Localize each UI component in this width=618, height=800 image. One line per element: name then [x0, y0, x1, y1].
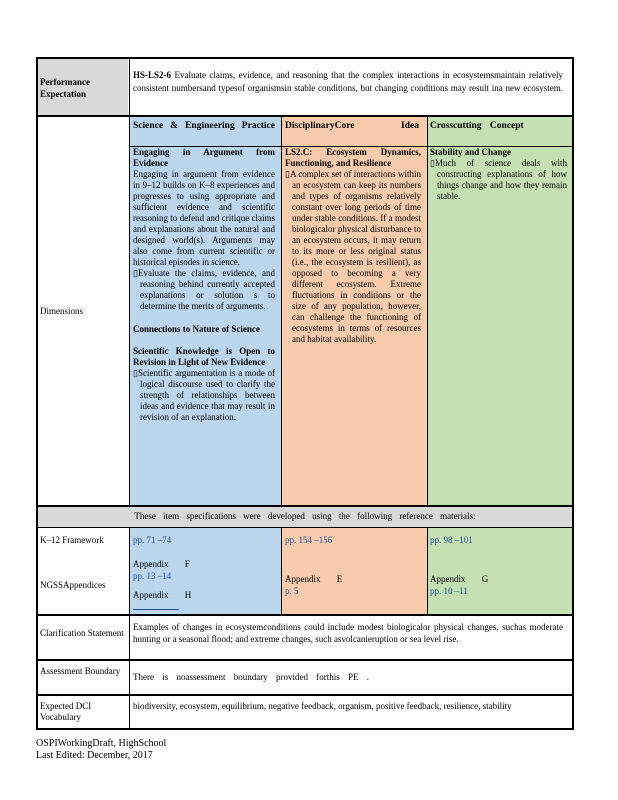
row-border — [36, 614, 574, 616]
k12-label: K–12 Framework — [40, 535, 104, 545]
footer-line-2: Last Edited: December, 2017 — [36, 750, 153, 761]
sep-subheading: Engaging in Argument from Evidence — [133, 147, 275, 168]
sep-subheading-2: Scientific Knowledge is Open to Revision in Light of New Evidence — [133, 346, 275, 367]
ngss-sep-appendix-h[interactable]: Appendix H — [133, 590, 192, 600]
ngss-label: NGSSAppendices — [40, 580, 106, 590]
assessment-label: Assessment Boundary — [40, 666, 121, 676]
col-border — [281, 117, 282, 506]
appendix-h-link-underline — [133, 609, 179, 610]
ccc-header: Crosscutting Concept — [430, 121, 524, 131]
row-border — [36, 115, 574, 117]
dci-header: DisciplinaryCore Idea — [285, 121, 419, 131]
sep-connections: Connections to Nature of Science — [133, 324, 260, 334]
bullet-icon: ▯ — [133, 368, 138, 378]
ngss-sep-appendix-f-pages: pp. 13 –14 — [133, 571, 172, 581]
col-border — [427, 117, 428, 506]
clarification-text: Examples of changes in ecosystemconditions could include modest biologicalor physical changes, suchas moderate hunting or a seasonal flood; and extreme changes, such asvolcanieruption or sea level rise. — [133, 622, 563, 644]
bullet-icon: ▯ — [133, 268, 138, 278]
pe-code: HS-LS2-6 — [133, 70, 172, 80]
ccc-bullet-text: Much of science deals with constructing explanations of how things change and how they remain stable. — [434, 158, 567, 201]
table-bottom-border — [36, 728, 574, 730]
row-border — [36, 659, 574, 661]
footer-line-1: OSPIWorkingDraft, HighSchool — [36, 738, 167, 749]
bullet-icon: ▯ — [285, 169, 290, 179]
row-border — [36, 527, 574, 528]
sep-bullet-text: Evaluate the claims, evidence, and reasoning behind currently accepted explanations or solution s to determine the merits of arguments. — [137, 268, 275, 311]
ccc-content — [430, 147, 567, 202]
sep-bullet-2-text: Scientific argumentation is a mode of logical discourse used to clarify the strength of relationships between ideas and evidence that may result in revision of an explanation. — [137, 368, 275, 422]
dci-content — [285, 147, 421, 345]
col-border — [427, 527, 428, 615]
references-intro: These item specifications were developed using the following reference materials: — [134, 511, 476, 521]
col-border — [129, 527, 130, 730]
ngss-dci-pages: p. 5 — [285, 586, 299, 596]
col-border — [129, 57, 130, 506]
table-top-border — [36, 57, 574, 59]
ngss-ccc-appendix: Appendix G — [430, 574, 489, 584]
bullet-icon: ▯ — [430, 158, 435, 168]
ngss-ccc-pages: pp. 10 –11 — [430, 586, 468, 596]
k12-dci-pages: pp. 154 –156 — [285, 535, 333, 545]
vocab-label: Expected DCI Vocabulary — [40, 701, 92, 722]
row-border — [36, 694, 574, 696]
k12-ccc-pages: pp. 98 –101 — [430, 535, 473, 545]
dci-bullet — [285, 169, 421, 345]
row-border — [36, 505, 574, 507]
table-right-border — [572, 57, 574, 730]
vocab-text: biodiversity, ecosystem, equilibrium, negative feedback, organism, positive feedback, resilience, stability — [133, 701, 512, 711]
table-left-border — [36, 57, 38, 730]
dci-bullet-text: A complex set of interactions within an ecosystem can keep its numbers and types of organisms relatively constant over long periods of time under stable conditions. If a modest biologicalor physical disturbance to an ecosystem occurs, it may return to its more or less original status (i.e., the ecosystem is resilient), as opposed to becoming a very different ecosystem. Extreme fluctuations in conditions or the size of any population, however, can challenge the functioning of ecosystems in terms of resources and habitat availability. — [289, 169, 421, 344]
sep-bullet-2 — [133, 368, 275, 423]
clarification-label: Clarification Statement — [40, 628, 124, 638]
pe-text: Evaluate claims, evidence, and reasoning that the complex interactions in ecosystemsmaintain relatively consistent numbersand typesof organismsin stable conditions, but changing conditions may result ina new ecosystem. — [133, 70, 563, 93]
ccc-subheading: Stability and Change — [430, 147, 512, 157]
dimensions-label: Dimensions — [40, 306, 84, 316]
dci-subheading: LS2.C: Ecosystem Dynamics, Functioning, and Resilience — [285, 147, 421, 168]
sep-bullet — [133, 268, 275, 312]
col-border — [281, 527, 282, 615]
k12-sep-pages: pp. 71 –74 — [133, 535, 172, 545]
sep-header: Science & Engineering Practice — [133, 121, 275, 131]
sep-body: Engaging in argument from evidence in 9–12 builds on K–8 experiences and progresses to using appropriate and sufficient evidence and scientific reasoning to defend and critique claims and explanations about the natural and designed world(s). Arguments may also come from current scientific or historical episodes in science. — [133, 169, 275, 267]
pe-label: Performance Expectation — [40, 77, 90, 99]
ngss-sep-appendix-f: Appendix F — [133, 559, 190, 569]
sep-content — [133, 147, 275, 423]
ngss-dci-appendix: Appendix E — [285, 574, 343, 584]
assessment-text: There is noassessment boundary provided forthis PE . — [133, 672, 369, 682]
pe-statement — [133, 69, 563, 95]
ccc-bullet — [430, 158, 567, 202]
